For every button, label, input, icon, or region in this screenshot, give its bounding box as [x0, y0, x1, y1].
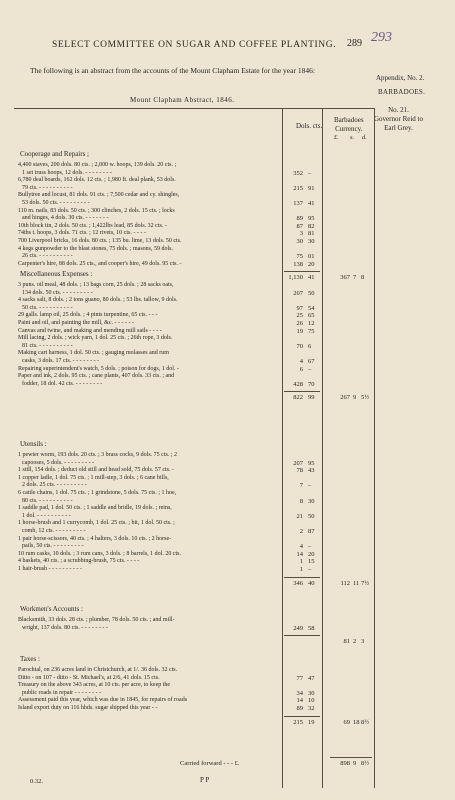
ledger-line-dollars: 30	[296, 238, 303, 245]
ledger-line-dollars: 1	[299, 566, 303, 573]
ledger-line-text: 4,400 staves, 200 dols. 80 cts. ; 2,000 w. hoops, 139 dols. 20 cts. ;	[18, 162, 177, 168]
currency-column-header	[334, 116, 364, 134]
section-total-pounds: 112	[340, 579, 350, 587]
carried-forward-pence: 8½	[361, 760, 370, 767]
ledger-line-dollars: 34	[296, 689, 303, 697]
page-header-title: SELECT COMMITTEE ON SUGAR AND COFFEE PLANTING.	[52, 40, 337, 50]
ledger-line-cents: 01	[308, 253, 315, 261]
side-note-colony: BARBADOES.	[378, 88, 426, 96]
ledger-line-dollars: 3	[299, 230, 303, 238]
section-total-cents: 99	[308, 394, 315, 402]
ledger-line-cents: –	[308, 365, 312, 373]
dollars-column-header: Dols. cts.	[296, 122, 323, 130]
ledger-line-cents: 43	[308, 467, 315, 475]
ledger-line-cents: 41	[308, 200, 315, 207]
ledger-line-cents: 58	[308, 624, 315, 632]
ledger-line-dollars: 137	[293, 200, 303, 207]
ledger-line-text: 3 puns. oil meal, 48 dols. ; 13 bags corn, 25 dols. ; 28 sacks oats,	[18, 282, 174, 288]
section-total-shillings: 9	[353, 394, 357, 402]
ledger-line-text: 110 m. nails, 83 dols. 50 cts. ; 300 clinches, 2 dols. 15 cts. ; locks	[18, 207, 175, 214]
ledger-line-text: 2 dols. 25 cts. - - - - - - - - -	[22, 482, 87, 489]
ledger-line-text: Paper and ink, 2 dols. 95 cts. ; cane plants, 407 dols. 33 cts. ; and	[18, 373, 175, 380]
ledger-line-dollars: 77	[296, 674, 303, 682]
ledger-line-text: 6,780 deal boards, 162 dols. 12 cts. ; 1,980 ft. deal plank, 53 dols.	[18, 177, 176, 184]
ledger-line-text: 1 dol. - - - - - - - - - -	[22, 512, 71, 519]
shillings-unit-header: s.	[350, 134, 355, 141]
ledger-line-cents: 82	[308, 222, 315, 230]
ledger-line-dollars: 14	[296, 550, 303, 558]
ledger-line-dollars: 6	[299, 365, 303, 373]
ledger-line-text: 1 horse-brush and 1 currycomb, 1 dol. 25 cts. ; bit, 1 dol. 50 cts. ;	[18, 520, 175, 527]
ledger-line-text: Parochial, on 236 acres land in Christchurch, at 1/. 36 dols. 32 cts.	[18, 667, 178, 673]
ledger-line-dollars: 352	[293, 169, 303, 177]
intro-paragraph: The following is an abstract from the accounts of the Mount Clapham Estate for the year 1846:	[30, 66, 315, 75]
section-title: Taxes :	[20, 655, 40, 663]
ledger-line-cents: 10	[308, 697, 315, 705]
section-total-shillings: 11	[353, 579, 360, 587]
section-total-shillings: 7	[353, 274, 357, 282]
side-note-ref-to: Earl Grey.	[384, 124, 413, 132]
ledger-line-text: 1 set truss hoops, 12 dols. - - - - - - - -	[22, 169, 112, 176]
ledger-line-dollars: 7	[299, 482, 303, 490]
ledger-line-dollars: 428	[293, 380, 303, 388]
ledger-line-text: 1 still, 154 dols. ; deduct old still and head sold, 75 dols. 57 cts. -	[18, 467, 174, 474]
ledger-line-text: 1 pewter worm, 193 dols. 20 cts. ; 3 brass cocks, 9 dols. 75 cts. ; 2	[18, 452, 177, 458]
ledger-line-text: wright, 137 dols. 80 cts. - - - - - - - -	[22, 624, 108, 631]
column-divider	[374, 108, 375, 788]
ledger-line-cents: 70	[308, 380, 315, 388]
ledger-line-text: and hinges, 4 dols. 30 cts. - - - - - - -	[22, 215, 109, 222]
currency-header-line2: Currency.	[335, 125, 363, 133]
ledger-line-cents: 54	[308, 304, 315, 312]
ledger-line-text: Ditto - on 107 - ditto - St. Michael's, at 2/6, 41 dols. 15 cts.	[18, 674, 160, 681]
handwritten-page-number: 293	[371, 30, 392, 45]
ledger-line-text: Blacksmith, 33 dols. 28 cts. ; plumber, 78 dols. 50 cts. ; and mill-	[18, 617, 175, 623]
carried-forward-label: Carried forward - - - £.	[180, 760, 240, 767]
section-total-dollars: 822	[293, 394, 303, 402]
section-total-pence: 8	[361, 274, 365, 282]
ledger-line-cents: 47	[308, 674, 315, 682]
ledger-line-cents: –	[308, 169, 312, 177]
page-number: 289	[347, 38, 362, 49]
ledger-line-text: 79 cts. - - - - - - - - - -	[22, 184, 73, 191]
side-note-reference	[374, 106, 423, 133]
ledger-line-dollars: 70	[296, 342, 303, 350]
ledger-line-cents: 20	[308, 550, 315, 558]
sum-rule	[284, 271, 320, 272]
section-total-pounds: 367	[340, 274, 350, 282]
ledger-line-dollars: 2	[299, 528, 303, 535]
ledger-line-text: comb, 12 cts. - - - - - - - - -	[22, 528, 86, 534]
sum-rule	[284, 716, 320, 717]
ledger-line-text: Canvas and twine, and making and mending mill sails - - - -	[18, 327, 162, 334]
ledger-line-cents: 6	[308, 342, 312, 350]
column-divider	[282, 108, 283, 788]
section-title: Miscellaneous Expenses :	[20, 270, 93, 278]
ledger-line-text: 10th block tin, 2 dols. 50 cts. ; 1,422lbs lead, 85 dols. 32 cts. -	[18, 222, 167, 229]
ledger-line-text: Island export duty on 116 hhds. sugar shipped this year - -	[18, 705, 158, 711]
ledger-line-dollars: 1	[299, 558, 303, 566]
ledger-line-dollars: 138	[293, 260, 303, 268]
ledger-line-dollars: 26	[296, 320, 303, 327]
ledger-line-text: 6 cattle chains, 1 dol. 75 cts. ; 1 grindstone, 5 dols. 75 cts. ; 1 hoe,	[18, 490, 177, 496]
ledger-line-text: pails, 50 cts. - - - - - - - - -	[22, 543, 84, 550]
ledger-line-dollars: 25	[296, 312, 303, 320]
ledger-line-dollars: 89	[296, 705, 303, 712]
section-total-pence: 8½	[361, 718, 370, 726]
ledger-line-dollars: 4	[299, 543, 303, 551]
signature-mark: P P	[200, 776, 210, 784]
ledger-line-cents: 75	[308, 327, 315, 335]
carried-forward-shillings: 9	[353, 760, 357, 767]
pounds-unit-header: £.	[334, 134, 339, 141]
ledger-line-cents: 95	[308, 215, 315, 223]
ledger-line-cents: 30	[308, 497, 315, 505]
ledger-line-text: public roads in repair - - - - - - - -	[22, 689, 102, 696]
ledger-line-dollars: 87	[296, 222, 303, 230]
sum-rule	[330, 757, 372, 758]
ledger-line-cents: 81	[308, 230, 315, 238]
ledger-line-dollars: 4	[299, 358, 303, 365]
ledger-line-text: 81 cts. - - - - - - - - - -	[22, 342, 73, 349]
ledger-line-cents: 30	[308, 238, 315, 245]
ledger-line-text: 10 rum casks, 10 dols. ; 3 rum cans, 3 dols. ; 8 barrels, 1 dol. 20 cts.	[18, 550, 181, 557]
section-total-cents: 40	[308, 579, 315, 587]
ledger-line-dollars: 97	[296, 304, 303, 312]
section-total-pounds: 69	[343, 718, 350, 726]
ledger-line-text: 700 Liverpool bricks, 16 dols. 80 cts. ; 135 bu. lime, 13 dols. 50 cts.	[18, 238, 182, 244]
pence-unit-header: d.	[362, 134, 367, 141]
ledger-line-dollars: 19	[296, 327, 303, 335]
section-title: Cooperage and Repairs ;	[20, 150, 90, 158]
ledger-line-text: casks, 3 dols. 17 cts. - - - - - - - -	[22, 358, 100, 364]
ledger-line-text: 4 baskets, 40 cts. ; a scrubbing-brush, 75 cts. - - - -	[18, 558, 140, 565]
ledger-line-text: 53 dols. 50 cts. - - - - - - - - -	[22, 200, 90, 206]
ledger-line-cents: –	[308, 543, 312, 551]
ledger-line-cents: 30	[308, 689, 315, 697]
sum-rule	[284, 577, 320, 578]
ledger-line-text: Repairing superintendent's watch, 5 dols. ; poison for dogs, 1 dol. -	[18, 365, 179, 372]
ledger-line-dollars: 89	[296, 215, 303, 223]
section-total-shillings: 2	[353, 638, 357, 646]
section-total-pence: 5½	[361, 394, 370, 402]
section-total-pounds: 81	[343, 638, 350, 646]
section-total-pounds: 267	[340, 394, 350, 402]
section-title: Utensils :	[20, 440, 47, 448]
section-title: Workmen's Accounts :	[20, 605, 83, 613]
section-total-shillings: 18	[353, 718, 360, 726]
ledger-line-text: capooses, 5 dols. - - - - - - - - -	[22, 459, 95, 466]
section-total-pence: 7½	[361, 579, 370, 587]
ledger-line-cents: 12	[308, 320, 315, 327]
ledger-line-cents: 67	[308, 358, 315, 365]
ledger-line-text: Paint and oil, and painting the mill, &c. - - - - - -	[18, 320, 134, 326]
section-total-cents: 41	[308, 274, 315, 282]
ledger-line-text: 74ths t. hoops, 3 dols. 71 cts. ; 12 rivets, 10 cts. - - - -	[18, 230, 146, 237]
ledger-line-dollars: 8	[299, 497, 303, 505]
ledger-line-text: 50 cts. - - - - - - - - - -	[22, 304, 73, 311]
ledger-line-text: 1 pair horse-scissors, 40 cts. ; 4 halters, 3 dols. 10 cts. ; 2 horse-	[18, 535, 172, 542]
ledger-line-text: Making cart harness, 1 dol. 50 cts. ; gauging molasses and rum	[18, 350, 169, 357]
section-total-dollars: 346	[293, 579, 303, 587]
section-total-dollars: 1,130	[288, 274, 303, 282]
ledger-line-text: 26 cts. - - - - - - - - - -	[22, 253, 73, 260]
currency-header-line1: Barbadoes	[334, 116, 364, 124]
carried-forward-pounds: 898	[340, 760, 350, 767]
ledger-line-text: Mill lacing, 2 dols. ; wick yarn, 1 dol. 25 cts. ; 26th rope, 3 dols.	[18, 335, 173, 342]
side-note-ref-number: No. 21.	[388, 106, 409, 114]
ledger-line-cents: 87	[308, 528, 315, 535]
ledger-line-dollars: 75	[296, 253, 303, 261]
ledger-line-cents: –	[308, 566, 312, 573]
ledger-line-text: 4 kegs gunpowder to the blast stones, 75 dols. ; masons, 59 dols.	[18, 245, 173, 252]
table-top-rule	[14, 108, 374, 109]
section-total-cents: 19	[308, 718, 315, 726]
ledger-line-dollars: 21	[296, 512, 303, 520]
ledger-line-cents: 50	[308, 512, 315, 520]
side-note-ref-from: Governor Reid to	[374, 115, 423, 123]
ledger-line-cents: –	[308, 482, 312, 490]
ledger-line-text: Bullytree and locust, 81 dols. 91 cts. ; 7,500 cedar and cy. shingles,	[18, 192, 180, 199]
ledger-line-text: fodder, 18 dol. 42 cts. - - - - - - - -	[22, 380, 103, 387]
ledger-line-text: 80 cts. - - - - - - - - - -	[22, 497, 73, 504]
footer-code: 0.32.	[30, 778, 43, 785]
abstract-title: Mount Clapham Abstract, 1846.	[130, 96, 235, 104]
ledger-line-dollars: 215	[293, 184, 303, 192]
ledger-line-text: 29 galls. lamp oil, 25 dols. ; 4 pints turpentine, 65 cts. - - -	[18, 312, 158, 319]
ledger-line-dollars: 78	[296, 467, 303, 475]
ledger-line-text: 4 sacks salt, 8 dols. ; 2 tons guano, 80 dols. ; 53 lbs. tallow, 9 dols.	[18, 297, 178, 304]
column-divider	[322, 108, 323, 788]
ledger-line-text: 1 copper ladle, 1 dol. 75 cts. ; 1 mill-step, 3 dols. ; 6 cane bills,	[18, 474, 169, 481]
section-total-dollars: 215	[293, 718, 303, 726]
ledger-line-dollars: 249	[293, 624, 303, 632]
ledger-line-text: Carpenter's hire, 88 dols. 25 cts., and cooper's hire, 49 dols. 95 cts. -	[18, 260, 182, 267]
ledger-line-cents: 20	[308, 260, 315, 268]
sum-rule	[284, 635, 320, 636]
ledger-line-dollars: 14	[296, 697, 303, 705]
ledger-line-cents: 65	[308, 312, 315, 320]
ledger-line-cents: 91	[308, 184, 315, 192]
ledger-line-text: 1 saddle pad, 1 dol. 50 cts. ; 1 saddle and bridle, 19 dols. ; reins,	[18, 505, 172, 512]
ledger-line-text: Treasury on the above 343 acres, at 10 cts. per acre, to keep the	[18, 682, 171, 689]
side-note-appendix: Appendix, No. 2.	[376, 74, 425, 82]
ledger-line-cents: 95	[308, 459, 315, 467]
ledger-line-cents: 32	[308, 705, 315, 712]
sum-rule	[284, 391, 320, 392]
ledger-line-cents: 15	[308, 558, 315, 566]
ledger-line-text: 1 hair-brush - - - - - - - - - -	[18, 566, 83, 572]
section-total-pence: 3	[361, 638, 365, 646]
ledger-line-dollars: 207	[293, 459, 303, 467]
ledger-line-text: 134 dols. 50 cts. - - - - - - - - -	[22, 289, 93, 296]
ledger-line-dollars: 207	[293, 289, 303, 297]
ledger-line-cents: 50	[308, 289, 315, 297]
ledger-line-text: Assessment paid this year, which was due in 1845, for repairs of roads	[18, 697, 188, 704]
